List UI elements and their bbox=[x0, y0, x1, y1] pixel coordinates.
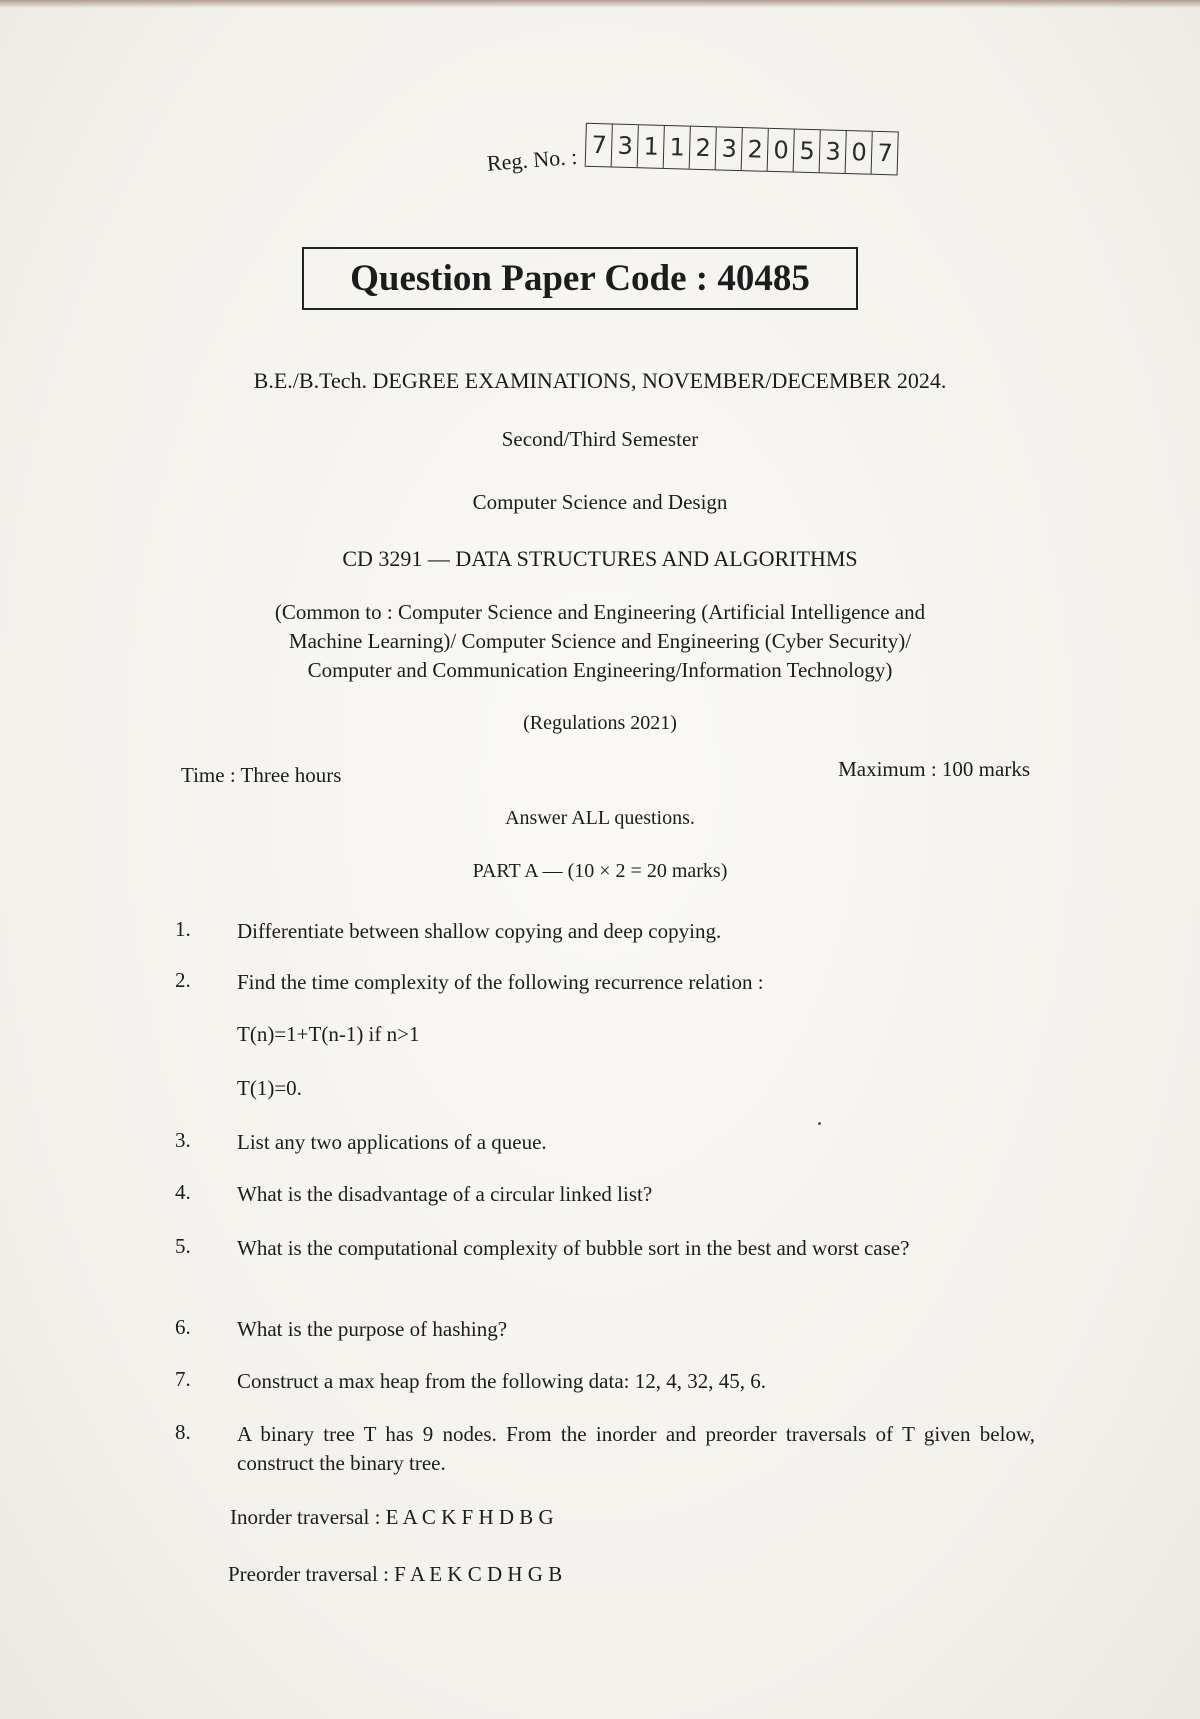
question-7 bbox=[175, 1367, 1035, 1396]
question-text: List any two applications of a queue. bbox=[237, 1130, 547, 1154]
reg-digit: 3 bbox=[819, 130, 846, 173]
question-number: 7. bbox=[175, 1367, 191, 1391]
exam-time: Time : Three hours bbox=[181, 763, 342, 787]
branch: Computer Science and Design bbox=[472, 490, 728, 514]
question-number: 6. bbox=[175, 1315, 191, 1339]
question-3 bbox=[175, 1128, 1035, 1157]
course-title: CD 3291 — DATA STRUCTURES AND ALGORITHMS bbox=[342, 546, 858, 571]
preorder-traversal: Preorder traversal : F A E K C D H G B bbox=[228, 1562, 563, 1586]
reg-digit: 2 bbox=[689, 127, 716, 170]
reg-digit: 5 bbox=[793, 130, 820, 173]
reg-digit: 0 bbox=[767, 129, 794, 172]
reg-digit-boxes bbox=[585, 123, 899, 176]
reg-digit: 7 bbox=[585, 124, 612, 167]
reg-digit: 3 bbox=[715, 127, 742, 170]
question-1 bbox=[175, 917, 1035, 946]
recurrence-line-2: T(1)=0. bbox=[237, 1076, 302, 1100]
reg-digit: 2 bbox=[741, 128, 768, 171]
common-to-line-3: Computer and Communication Engineering/Information Technology) bbox=[307, 658, 893, 682]
maximum-marks: Maximum : 100 marks bbox=[838, 757, 1030, 781]
reg-label: Reg. No. : bbox=[485, 143, 579, 176]
question-text: What is the computational complexity of bubble sort in the best and worst case? bbox=[237, 1236, 910, 1260]
question-text: What is the purpose of hashing? bbox=[237, 1317, 508, 1341]
question-number: 5. bbox=[175, 1234, 191, 1258]
question-number: 3. bbox=[175, 1128, 191, 1152]
semester: Second/Third Semester bbox=[501, 427, 699, 451]
registration-number bbox=[486, 118, 899, 183]
reg-digit: 1 bbox=[663, 126, 690, 169]
question-4 bbox=[175, 1180, 1035, 1209]
reg-digit: 0 bbox=[845, 131, 872, 174]
question-number: 8. bbox=[175, 1420, 191, 1444]
question-number: 2. bbox=[175, 968, 191, 992]
question-paper-code: Question Paper Code : 40485 bbox=[302, 247, 858, 310]
question-8 bbox=[175, 1420, 1035, 1478]
common-to-line-2: Machine Learning)/ Computer Science and Engineering (Cyber Security)/ bbox=[288, 629, 912, 653]
part-a-heading: PART A — (10 × 2 = 20 marks) bbox=[472, 860, 728, 882]
question-text: Find the time complexity of the following recurrence relation : bbox=[237, 970, 764, 994]
question-text: A binary tree T has 9 nodes. From the inorder and preorder traversals of T given below, construct the binary tree. bbox=[237, 1422, 1035, 1475]
question-text: Construct a max heap from the following data: 12, 4, 32, 45, 6. bbox=[237, 1369, 766, 1393]
recurrence-line-1: T(n)=1+T(n-1) if n>1 bbox=[237, 1022, 420, 1046]
regulations: (Regulations 2021) bbox=[523, 712, 677, 734]
page-edge-shadow bbox=[0, 0, 1200, 8]
reg-digit: 7 bbox=[871, 132, 899, 175]
instruction: Answer ALL questions. bbox=[505, 807, 695, 829]
question-text: Differentiate between shallow copying and deep copying. bbox=[237, 919, 722, 943]
question-2 bbox=[175, 968, 1035, 997]
speck bbox=[818, 1122, 821, 1125]
question-text: What is the disadvantage of a circular linked list? bbox=[237, 1182, 653, 1206]
question-number: 4. bbox=[175, 1180, 191, 1204]
question-6 bbox=[175, 1315, 1035, 1344]
exam-title: B.E./B.Tech. DEGREE EXAMINATIONS, NOVEMBER/DECEMBER 2024. bbox=[253, 368, 947, 393]
reg-digit: 1 bbox=[637, 125, 664, 168]
inorder-traversal: Inorder traversal : E A C K F H D B G bbox=[230, 1505, 554, 1529]
question-number: 1. bbox=[175, 917, 191, 941]
common-to-line-1: (Common to : Computer Science and Engineering (Artificial Intelligence and bbox=[274, 600, 926, 624]
question-5 bbox=[175, 1234, 1035, 1263]
reg-digit: 3 bbox=[611, 124, 638, 167]
